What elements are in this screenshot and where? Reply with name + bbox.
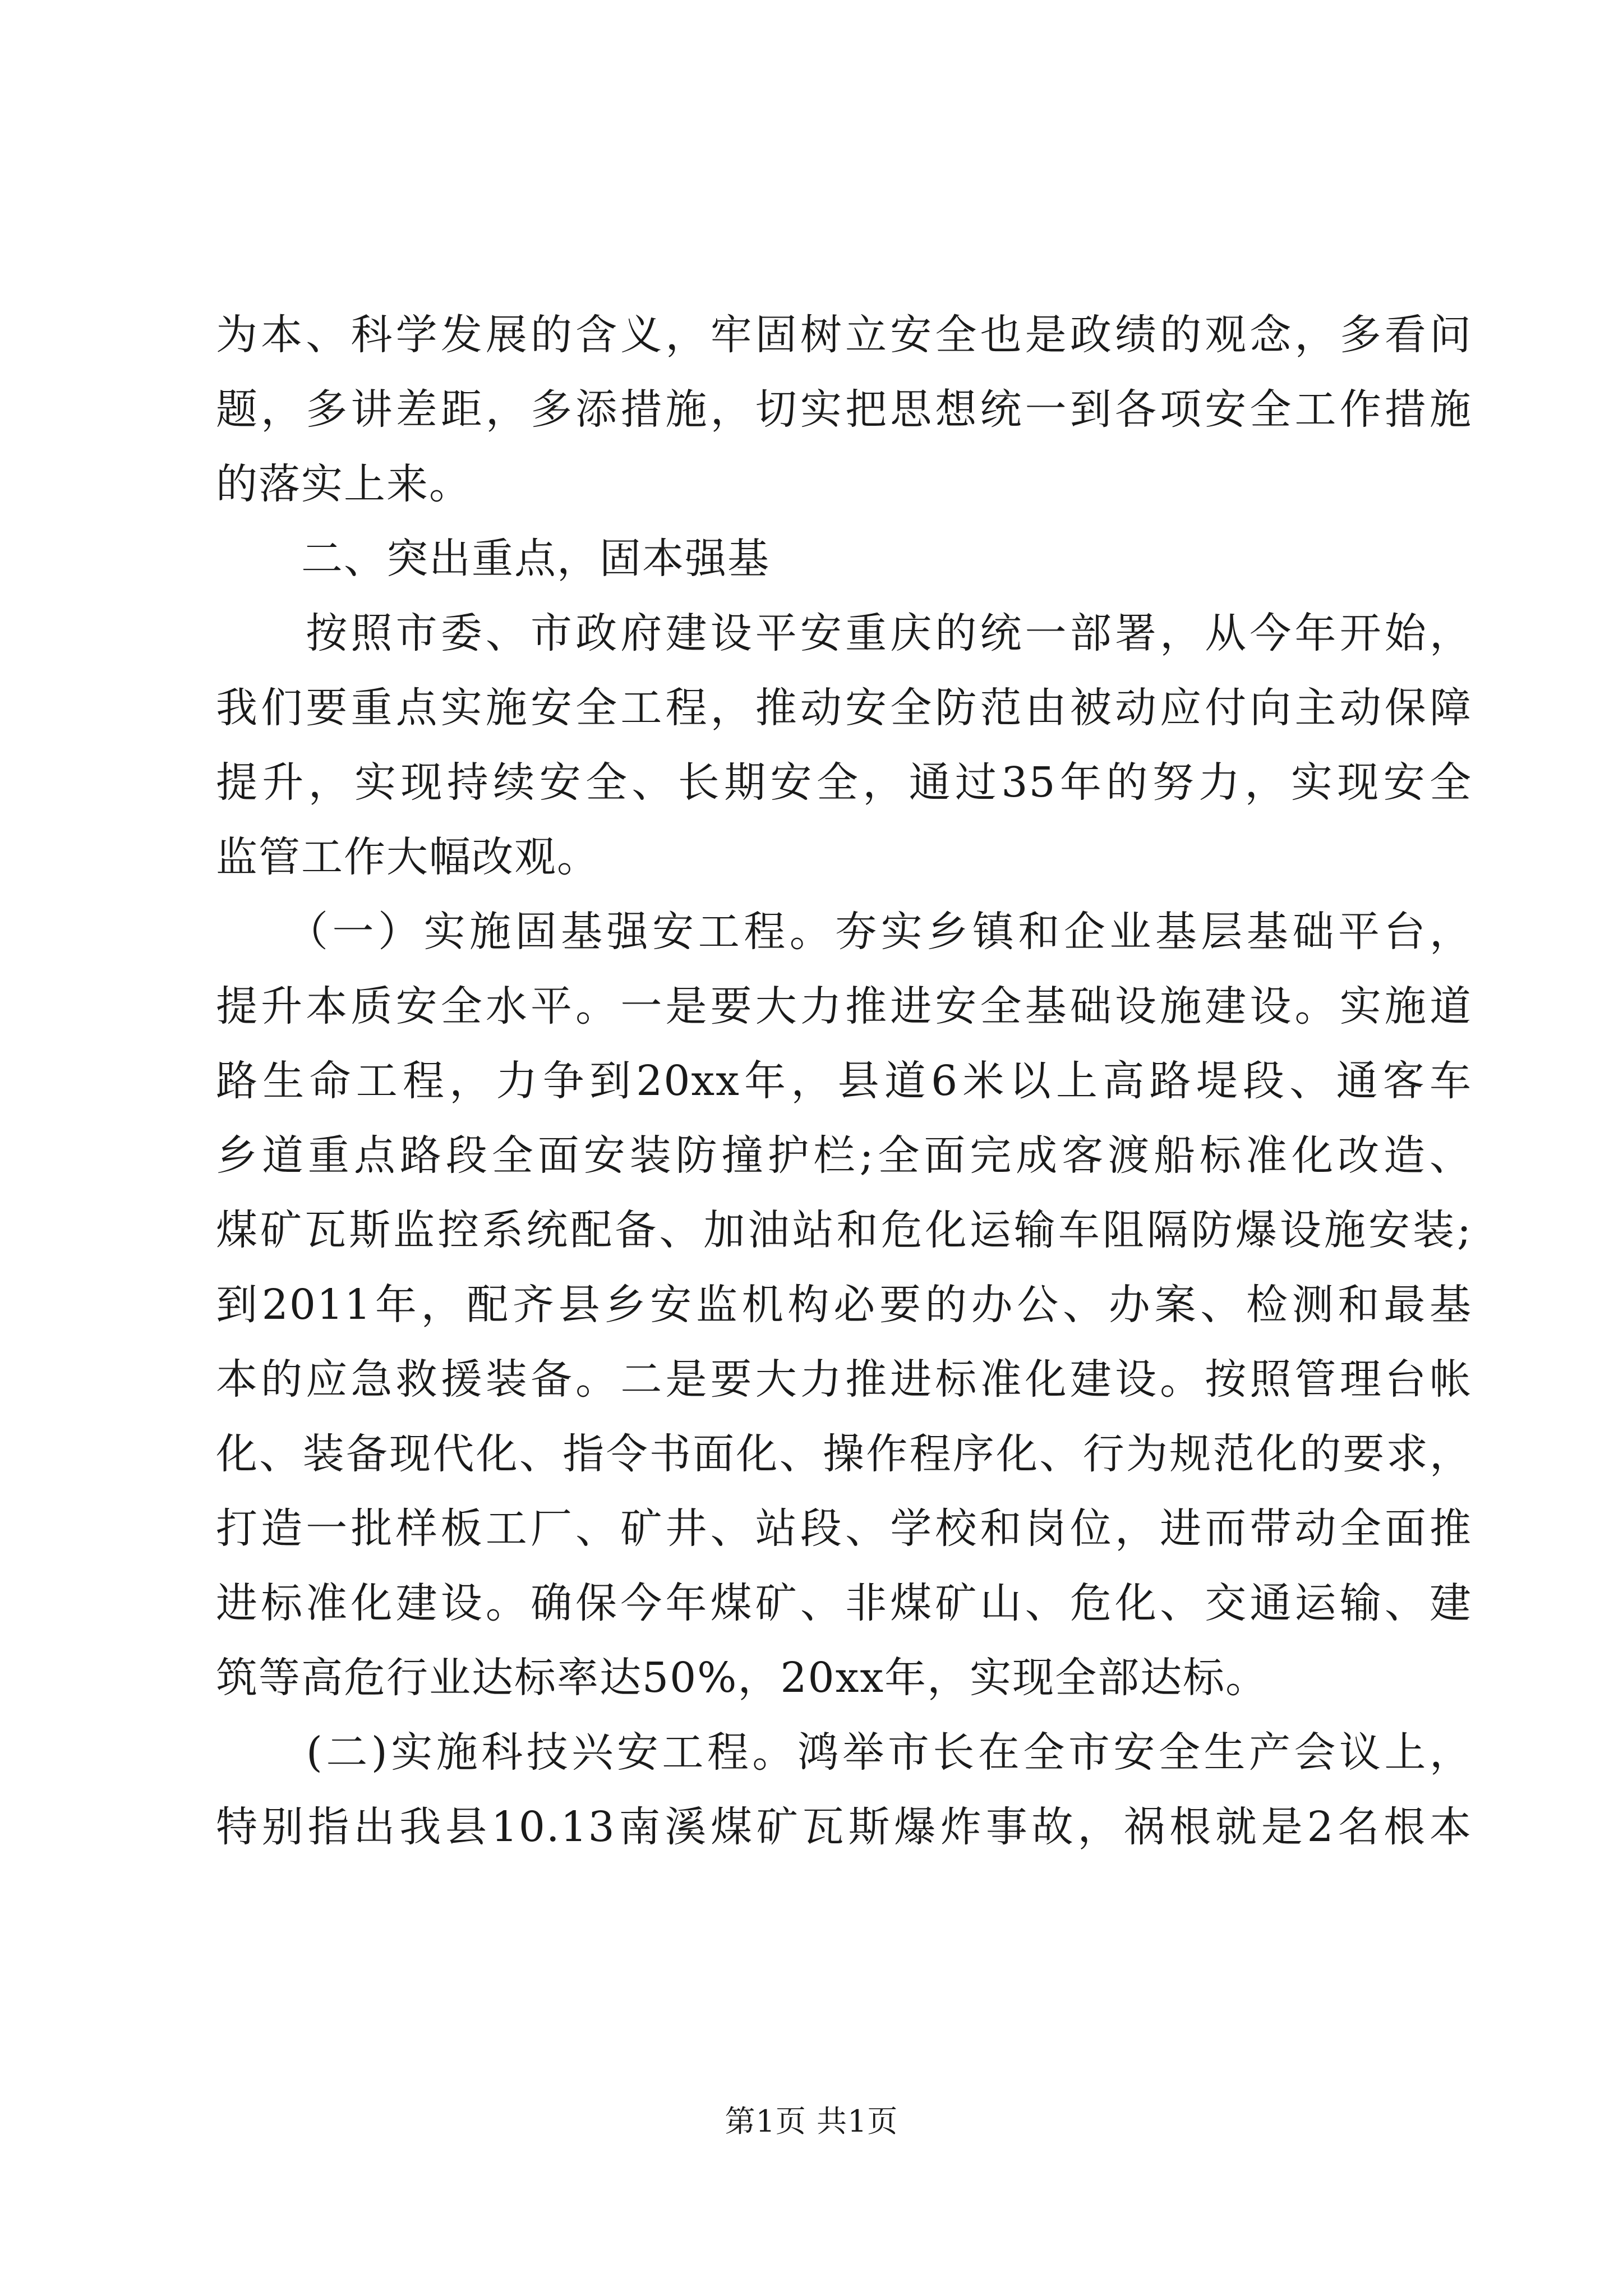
text-line: 进标准化建设。确保今年煤矿、非煤矿山、危化、交通运输、建 — [216, 1579, 1472, 1627]
text-line: 题，多讲差距，多添措施，切实把思想统一到各项安全工作措施 — [216, 385, 1472, 434]
page-footer: 第1页 共1页 — [725, 2104, 898, 2139]
text-line: 本的应急救援装备。二是要大力推进标准化建设。按照管理台帐 — [216, 1355, 1472, 1404]
text-line: 提升，实现持续安全、长期安全，通过35年的努力，实现安全 — [216, 758, 1472, 807]
text-line: 提升本质安全水平。一是要大力推进安全基础设施建设。实施道 — [216, 982, 1472, 1030]
text-line: 特别指出我县10.13南溪煤矿瓦斯爆炸事故，祸根就是2名根本 — [216, 1803, 1472, 1851]
text-line: (二)实施科技兴安工程。鸿举市长在全市安全生产会议上， — [216, 1728, 1472, 1777]
text-line: 监管工作大幅改观。 — [216, 833, 600, 881]
text-line: 到2011年，配齐县乡安监机构必要的办公、办案、检测和最基 — [216, 1281, 1472, 1329]
text-line: （一）实施固基强安工程。夯实乡镇和企业基层基础平台， — [216, 908, 1472, 956]
text-line: 乡道重点路段全面安装防撞护栏;全面完成客渡船标准化改造、 — [216, 1131, 1472, 1180]
text-line: 为本、科学发展的含义，牢固树立安全也是政绩的观念，多看问 — [216, 311, 1472, 359]
text-line: 按照市委、市政府建设平安重庆的统一部署，从今年开始， — [216, 609, 1472, 657]
text-line: 化、装备现代化、指令书面化、操作程序化、行为规范化的要求， — [216, 1430, 1472, 1478]
text-line: 打造一批样板工厂、矿井、站段、学校和岗位，进而带动全面推 — [216, 1504, 1472, 1553]
text-line: 我们要重点实施安全工程，推动安全防范由被动应付向主动保障 — [216, 684, 1472, 732]
text-line: 路生命工程，力争到20xx年，县道6米以上高路堤段、通客车 — [216, 1057, 1472, 1105]
section-heading: 二、突出重点，固本强基 — [216, 535, 770, 583]
text-line: 的落实上来。 — [216, 460, 472, 508]
text-line: 煤矿瓦斯监控系统配备、加油站和危化运输车阻隔防爆设施安装; — [216, 1206, 1472, 1254]
text-line: 筑等高危行业达标率达50%，20xx年，实现全部达标。 — [216, 1654, 1269, 1702]
